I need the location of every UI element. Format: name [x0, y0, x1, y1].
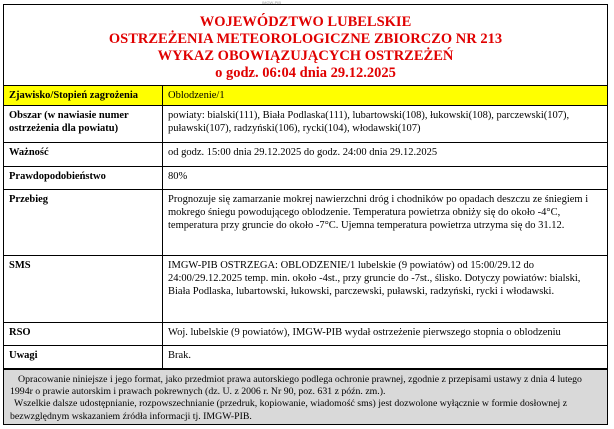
- copyright-footer: [4, 369, 607, 425]
- value-waznosc: od godz. 15:00 dnia 29.12.2025 do godz. 24:00 dnia 29.12.2025: [163, 143, 608, 167]
- row-zjawisko: [4, 86, 607, 106]
- row-przebieg: [4, 190, 607, 256]
- value-sms: IMGW-PIB OSTRZEGA: OBLODZENIE/1 lubelskie (9 powiatów) od 15:00/29.12 do 24:00/29.12.2025 temp. min. około -4st., przy gruncie do -7st., ślisko. Dotyczy powiatów: bialski, Biała Podlaska, lubartowski, łukowski, parczewski, puławski, radzyński, rycki i włodawski.: [163, 256, 608, 323]
- header-title: OSTRZEŻENIA METEOROLOGICZNE ZBIORCZO NR 213: [108, 31, 503, 47]
- watermark-text: IMGW-PIB: [262, 0, 282, 5]
- label-obszar: Obszar (w nawiasie numer ostrzeżenia dla powiatu): [4, 106, 163, 143]
- value-prawdopodobienstwo: 80%: [163, 167, 608, 190]
- redistribution-paragraph: Wszelkie dalsze udostępnianie, rozpowszechnianie (przedruk, kopiowanie, wiadomość sms) jest dozwolone wyłącznie w formie dosłownej z bezwzględnym wskazaniem źródła informacji tj. IMGW-PIB.: [10, 398, 568, 422]
- warning-document: [3, 4, 608, 425]
- header-timestamp: o godz. 06:04 dnia 29.12.2025: [215, 65, 396, 81]
- label-zjawisko: Zjawisko/Stopień zagrożenia: [4, 86, 163, 106]
- label-przebieg: Przebieg: [4, 190, 163, 256]
- header-subtitle: WYKAZ OBOWIĄZUJĄCYCH OSTRZEŻEŃ: [157, 48, 454, 64]
- header-region: WOJEWÓDZTWO LUBELSKIE: [199, 14, 412, 30]
- value-uwagi: Brak.: [163, 346, 608, 369]
- document-header: [4, 5, 607, 85]
- value-przebieg: Prognozuje się zamarzanie mokrej nawierzchni dróg i chodników po opadach deszczu ze śniegiem i mokrego śniegu powodującego oblodzenie. Temperatura powietrza obniży się do około -4°C, temperatura przy gruncie do około -7°C. Ujemna temperatura powietrza utrzyma się do 31.12.: [163, 190, 608, 256]
- row-obszar: [4, 106, 607, 143]
- label-rso: RSO: [4, 323, 163, 346]
- row-sms: [4, 256, 607, 323]
- label-waznosc: Ważność: [4, 143, 163, 167]
- row-waznosc: [4, 143, 607, 167]
- value-zjawisko: Oblodzenie/1: [163, 86, 608, 106]
- label-uwagi: Uwagi: [4, 346, 163, 369]
- copyright-paragraph: Opracowanie niniejsze i jego format, jako przedmiot prawa autorskiego podlega ochronie prawnej, zgodnie z przepisami ustawy z dnia 4 lutego 1994r o prawie autorskim i prawach pokrewnych (dz. U. z 2006 r. Nr 90, poz. 631 z późn. zm.).: [10, 374, 582, 398]
- label-sms: SMS: [4, 256, 163, 323]
- label-prawdopodobienstwo: Prawdopodobieństwo: [4, 167, 163, 190]
- row-uwagi: [4, 346, 607, 369]
- warnings-table: [4, 85, 607, 369]
- row-prawdopodobienstwo: [4, 167, 607, 190]
- row-rso: [4, 323, 607, 346]
- value-rso: Woj. lubelskie (9 powiatów), IMGW-PIB wydał ostrzeżenie pierwszego stopnia o oblodzeniu: [163, 323, 608, 346]
- value-obszar: powiaty: bialski(111), Biała Podlaska(111), lubartowski(108), łukowski(108), parczewski(107), puławski(107), radzyński(106), rycki(104), włodawski(107): [163, 106, 608, 143]
